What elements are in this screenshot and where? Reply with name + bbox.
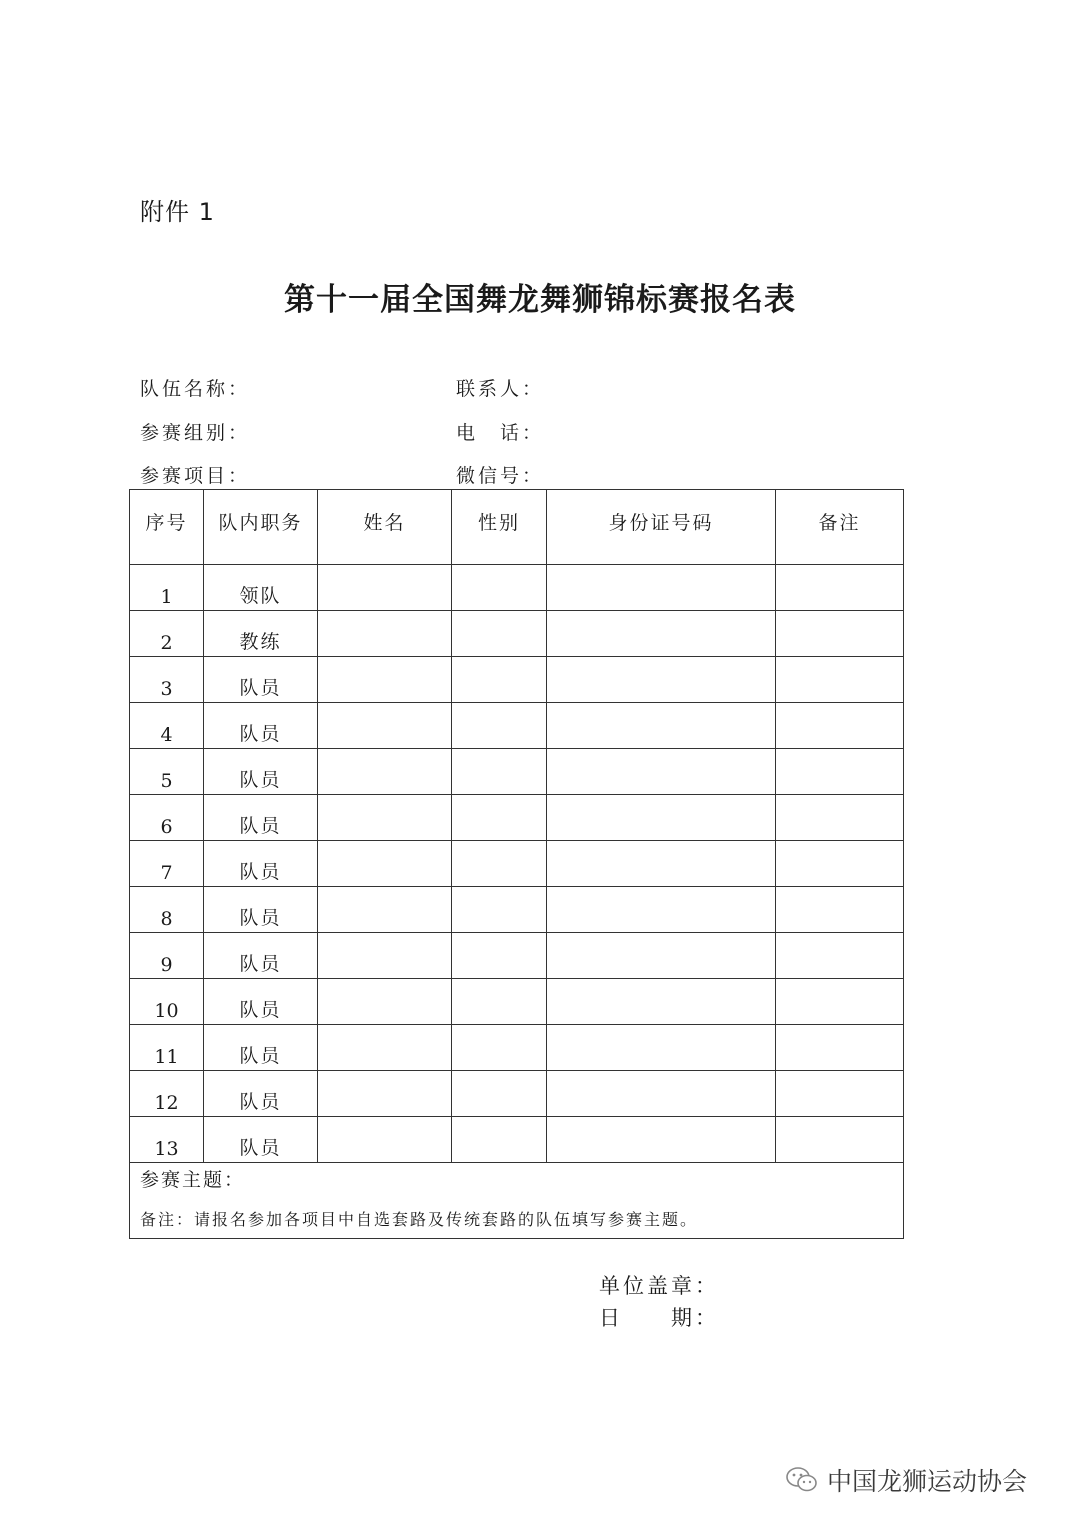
- table-header-row: [130, 490, 904, 565]
- row-name-cell[interactable]: [318, 703, 452, 749]
- row-number: 3: [130, 657, 204, 703]
- table-row: [130, 703, 904, 749]
- row-remarks-cell[interactable]: [776, 795, 904, 841]
- wechat-icon: [785, 1465, 819, 1495]
- row-remarks-cell[interactable]: [776, 703, 904, 749]
- row-gender-cell[interactable]: [452, 795, 547, 841]
- row-id-cell[interactable]: [547, 933, 776, 979]
- row-remarks-cell[interactable]: [776, 933, 904, 979]
- group-label: 参赛组别：: [140, 422, 251, 444]
- row-number: 10: [130, 979, 204, 1025]
- row-remarks-cell[interactable]: [776, 979, 904, 1025]
- row-gender-cell[interactable]: [452, 1071, 547, 1117]
- row-gender-cell[interactable]: [452, 1025, 547, 1071]
- watermark-text: 中国龙狮运动协会: [827, 1467, 1028, 1496]
- row-role: 队员: [204, 841, 318, 887]
- theme-label: 参赛主题：: [140, 1169, 246, 1191]
- table-row: [130, 841, 904, 887]
- row-remarks-cell[interactable]: [776, 841, 904, 887]
- table-row: [130, 795, 904, 841]
- row-number: 9: [130, 933, 204, 979]
- table-row: [130, 1071, 904, 1117]
- row-id-cell[interactable]: [547, 979, 776, 1025]
- row-gender-cell[interactable]: [452, 979, 547, 1025]
- row-role: 队员: [204, 887, 318, 933]
- row-name-cell[interactable]: [318, 1025, 452, 1071]
- row-remarks-cell[interactable]: [776, 657, 904, 703]
- row-name-cell[interactable]: [318, 749, 452, 795]
- row-gender-cell[interactable]: [452, 887, 547, 933]
- row-id-cell[interactable]: [547, 1025, 776, 1071]
- row-role: 领队: [204, 565, 318, 611]
- table-row: [130, 657, 904, 703]
- row-gender-cell[interactable]: [452, 565, 547, 611]
- row-role: 队员: [204, 1025, 318, 1071]
- watermark: [785, 1462, 1027, 1498]
- contact-label: 联系人：: [456, 378, 545, 400]
- table-row: [130, 887, 904, 933]
- row-name-cell[interactable]: [318, 1117, 452, 1163]
- row-name-cell[interactable]: [318, 795, 452, 841]
- row-gender-cell[interactable]: [452, 1117, 547, 1163]
- row-name-cell[interactable]: [318, 841, 452, 887]
- row-remarks-cell[interactable]: [776, 1071, 904, 1117]
- row-name-cell[interactable]: [318, 611, 452, 657]
- row-number: 13: [130, 1117, 204, 1163]
- form-title: 第十一届全国舞龙舞狮锦标赛报名表: [284, 282, 796, 318]
- row-role: 队员: [204, 657, 318, 703]
- row-id-cell[interactable]: [547, 1117, 776, 1163]
- table-row: [130, 1025, 904, 1071]
- table-row: [130, 1117, 904, 1163]
- row-number: 6: [130, 795, 204, 841]
- row-name-cell[interactable]: [318, 979, 452, 1025]
- header-id-number: 身份证号码: [547, 490, 776, 565]
- row-id-cell[interactable]: [547, 887, 776, 933]
- row-number: 1: [130, 565, 204, 611]
- seal-label: 单位盖章：: [599, 1274, 719, 1298]
- row-id-cell[interactable]: [547, 565, 776, 611]
- row-role: 队员: [204, 749, 318, 795]
- phone-label: 电 话：: [456, 422, 545, 444]
- row-role: 队员: [204, 795, 318, 841]
- header-remarks: 备注: [776, 490, 904, 565]
- header-gender: 性别: [452, 490, 547, 565]
- row-role: 队员: [204, 1117, 318, 1163]
- header-role: 队内职务: [204, 490, 318, 565]
- attachment-label: 附件 1: [140, 198, 215, 226]
- footnote: 备注：请报名参加各项目中自选套路及传统套路的队伍填写参赛主题。: [140, 1210, 699, 1229]
- table-row: [130, 611, 904, 657]
- row-remarks-cell[interactable]: [776, 1025, 904, 1071]
- row-remarks-cell[interactable]: [776, 749, 904, 795]
- event-label: 参赛项目：: [140, 465, 251, 487]
- date-label: 日 期：: [599, 1306, 719, 1330]
- row-role: 队员: [204, 1071, 318, 1117]
- table-row: [130, 749, 904, 795]
- row-number: 7: [130, 841, 204, 887]
- row-number: 11: [130, 1025, 204, 1071]
- row-name-cell[interactable]: [318, 565, 452, 611]
- row-remarks-cell[interactable]: [776, 887, 904, 933]
- table-row: [130, 979, 904, 1025]
- row-remarks-cell[interactable]: [776, 1117, 904, 1163]
- row-gender-cell[interactable]: [452, 657, 547, 703]
- row-id-cell[interactable]: [547, 1071, 776, 1117]
- row-number: 12: [130, 1071, 204, 1117]
- header-name: 姓名: [318, 490, 452, 565]
- row-gender-cell[interactable]: [452, 611, 547, 657]
- row-id-cell[interactable]: [547, 703, 776, 749]
- row-role: 队员: [204, 703, 318, 749]
- row-role: 队员: [204, 933, 318, 979]
- row-number: 8: [130, 887, 204, 933]
- row-remarks-cell[interactable]: [776, 611, 904, 657]
- row-name-cell[interactable]: [318, 933, 452, 979]
- table-row: [130, 565, 904, 611]
- row-gender-cell[interactable]: [452, 841, 547, 887]
- row-role: 队员: [204, 979, 318, 1025]
- row-remarks-cell[interactable]: [776, 565, 904, 611]
- row-number: 4: [130, 703, 204, 749]
- header-seq: 序号: [130, 490, 204, 565]
- team-name-label: 队伍名称：: [140, 378, 251, 400]
- row-id-cell[interactable]: [547, 611, 776, 657]
- registration-table: [129, 489, 904, 1239]
- row-name-cell[interactable]: [318, 1071, 452, 1117]
- row-role: 教练: [204, 611, 318, 657]
- row-name-cell[interactable]: [318, 887, 452, 933]
- row-id-cell[interactable]: [547, 841, 776, 887]
- row-id-cell[interactable]: [547, 749, 776, 795]
- row-id-cell[interactable]: [547, 657, 776, 703]
- row-gender-cell[interactable]: [452, 749, 547, 795]
- row-gender-cell[interactable]: [452, 703, 547, 749]
- row-gender-cell[interactable]: [452, 933, 547, 979]
- row-id-cell[interactable]: [547, 795, 776, 841]
- table-row: [130, 933, 904, 979]
- wechat-label: 微信号：: [456, 465, 545, 487]
- row-number: 2: [130, 611, 204, 657]
- row-number: 5: [130, 749, 204, 795]
- row-name-cell[interactable]: [318, 657, 452, 703]
